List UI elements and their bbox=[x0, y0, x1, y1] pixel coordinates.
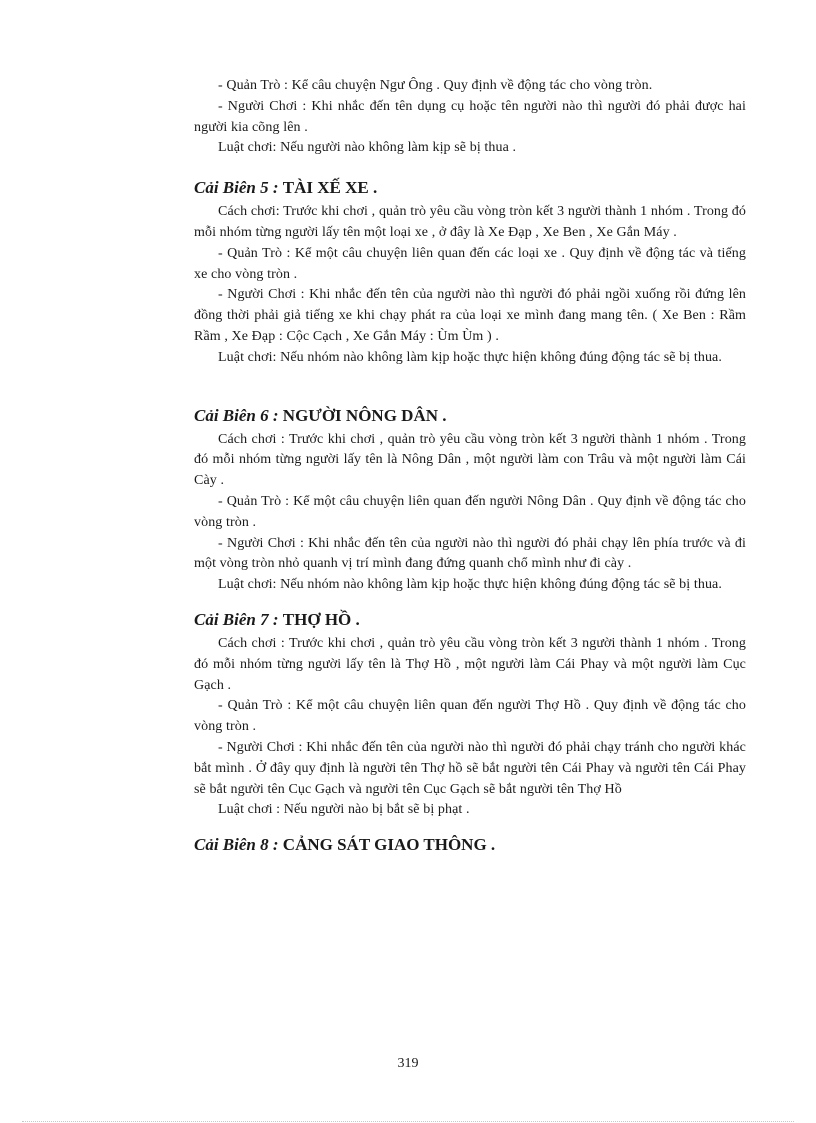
section-5-cach-choi: Cách chơi: Trước khi chơi , quản trò yêu cầu vòng tròn kết 3 người thành 1 nhóm . Trong đó mỗi nhóm từng người lấy tên một loại xe , ở đây là Xe Đạp , Xe Ben , Xe Gắn Máy . bbox=[194, 204, 746, 240]
section-7-lead: Cải Biên 7 : bbox=[194, 609, 283, 629]
section-6-lead: Cải Biên 6 : bbox=[194, 405, 283, 425]
section-8-title: CẢNG SÁT GIAO THÔNG . bbox=[282, 835, 496, 855]
intro-nguoi-choi: - Người Chơi : Khi nhắc đến tên dụng cụ hoặc tên người nào thì người đó phải được hai người kia cõng lên . bbox=[194, 98, 746, 135]
section-6-heading bbox=[194, 405, 746, 427]
section-6-title: NGƯỜI NÔNG DÂN . bbox=[282, 405, 447, 425]
intro-quan-tro: - Quản Trò : Kể câu chuyện Ngư Ông . Quy định về động tác cho vòng tròn. bbox=[218, 78, 653, 93]
intro-luat-choi: Luật chơi: Nếu người nào không làm kịp sẽ bị thua . bbox=[218, 140, 517, 156]
section-6-quan-tro: - Quản Trò : Kể một câu chuyện liên quan đến người Nông Dân . Quy định về động tác cho vòng tròn . bbox=[194, 493, 746, 530]
section-7-luat-choi: Luật chơi : Nếu người nào bị bắt sẽ bị phạt . bbox=[218, 802, 470, 818]
section-7-quan-tro: - Quản Trò : Kể một câu chuyện liên quan đến người Thợ Hồ . Quy định về động tác cho vòng tròn . bbox=[194, 698, 746, 735]
section-6-luat-choi: Luật chơi: Nếu nhóm nào không làm kịp hoặc thực hiện không đúng động tác sẽ bị thua. bbox=[218, 577, 722, 593]
page-bottom-divider bbox=[22, 1121, 794, 1122]
section-5-title: TÀI XẾ XE . bbox=[282, 178, 378, 198]
section-6-nguoi-choi: - Người Chơi : Khi nhắc đến tên của người nào thì người đó phải chạy lên phía trước và đi một vòng tròn nhỏ quanh vị trí mình đang đứng quanh chổ mình như đi cày . bbox=[194, 535, 746, 572]
section-7-cach-choi: Cách chơi : Trước khi chơi , quản trò yêu cầu vòng tròn kết 3 người thành 1 nhóm . Trong đó mỗi nhóm từng người lấy tên là Thợ Hồ , một người làm Cái Phay và một người làm Cục Gạch . bbox=[194, 635, 746, 693]
section-5-quan-tro: - Quản Trò : Kể một câu chuyện liên quan đến các loại xe . Quy định về động tác và tiếng xe cho vòng tròn . bbox=[194, 245, 746, 282]
section-7-heading bbox=[194, 609, 746, 631]
section-5-luat-choi: Luật chơi: Nếu nhóm nào không làm kịp hoặc thực hiện không đúng động tác sẽ bị thua. bbox=[218, 349, 722, 365]
section-5-heading bbox=[194, 177, 746, 199]
page-number: 319 bbox=[397, 1056, 419, 1071]
section-6-cach-choi: Cách chơi : Trước khi chơi , quản trò yêu cầu vòng tròn kết 3 người thành 1 nhóm . Trong đó mỗi nhóm từng người lấy tên là Nông Dân , một người làm con Trâu và một người làm Cái Cày . bbox=[194, 431, 746, 489]
section-5-lead: Cải Biên 5 : bbox=[194, 178, 283, 198]
section-7-nguoi-choi: - Người Chơi : Khi nhắc đến tên của người nào thì người đó phải chạy tránh cho người khác bắt mình . Ở đây quy định là người tên Thợ hồ sẽ bắt người tên Cái Phay và người tên Cái Phay sẽ bắt người tên Cục Gạch và người tên Cục Gạch sẽ bắt người tên Thợ Hồ bbox=[194, 739, 746, 797]
section-8-lead: Cải Biên 8 : bbox=[194, 835, 283, 855]
document-page bbox=[194, 76, 746, 856]
section-5-nguoi-choi: - Người Chơi : Khi nhắc đến tên của người nào thì người đó phải ngồi xuống rồi đứng lên đồng thời phải giả tiếng xe khi chạy phát ra của loại xe mình đang mang tên. ( Xe Ben : Rầm Rầm , Xe Đạp : Cộc Cạch , Xe Gắn Máy : Ùm Ùm ) . bbox=[194, 287, 746, 344]
section-7-title: THỢ HỒ . bbox=[282, 609, 360, 629]
section-8-heading bbox=[194, 834, 746, 856]
